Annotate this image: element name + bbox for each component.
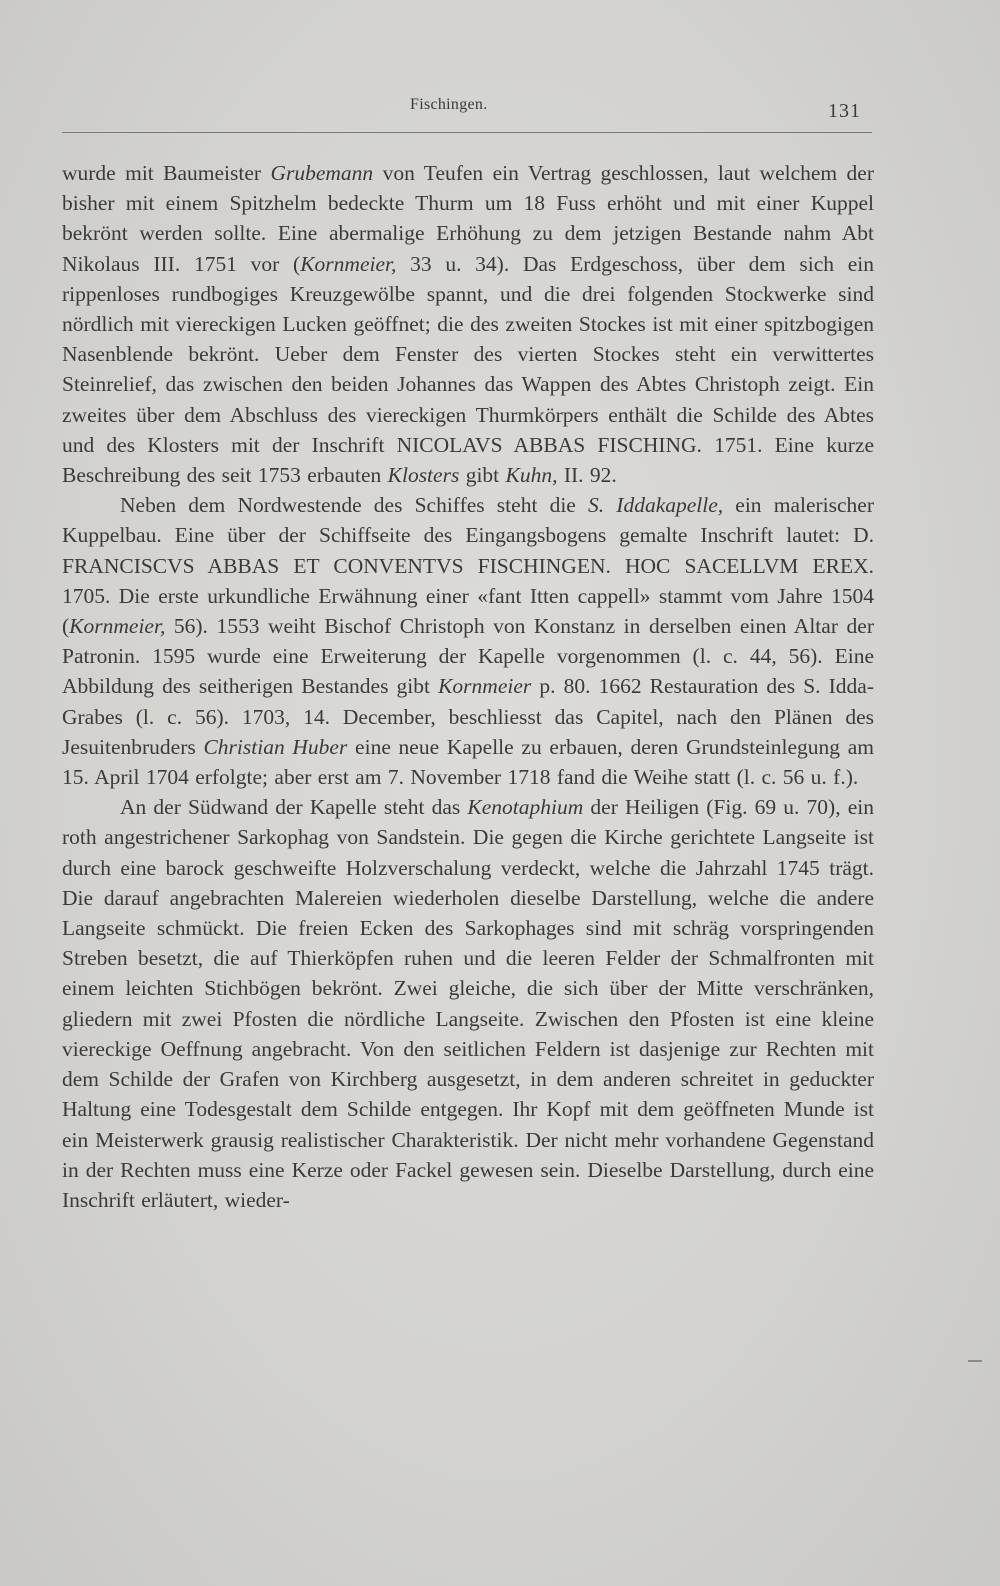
text-segment: eine neue Kapelle zu erbauen, deren Grundsteinlegung am 15. April 1704 erfolgte; aber erst am 7. November 1718 fand die Weihe statt (l. c. 56 u. f.). — [62, 734, 874, 790]
italic-segment: Christian Huber — [203, 734, 348, 759]
text-segment: p. 80. 1662 Restauration des S. Idda-Grabes (l. c. 56). 1703, 14. December, beschliesst das Capitel, nach den Plänen des Jesuitenbruders — [62, 674, 874, 759]
text-segment: An der Südwand der Kapelle steht das — [120, 795, 468, 820]
italic-segment: Kornmeier — [438, 674, 532, 699]
italic-segment: S. Iddakapelle, — [588, 493, 724, 518]
running-head-title: Fischingen. — [410, 96, 488, 113]
italic-segment: Grubemann — [270, 161, 374, 185]
italic-segment: Kornmeier, — [69, 614, 166, 639]
text-segment: gibt — [459, 463, 506, 488]
text-segment: wurde mit Baumeister — [62, 161, 271, 185]
paragraph — [62, 490, 874, 792]
text-segment: ein malerischer Kuppelbau. Eine über der Schiffseite des Eingangsbogens gemalte Inschrift lautet: D. FRANCISCVS ABBAS ET CONVENTVS FISCHINGEN. HOC SACELLVM EREX. 1705. Die erste urkundliche Erwähnung einer «fant Itten cappell» stammt vom Jahre 1504 ( — [62, 493, 874, 639]
italic-segment: Kuhn, — [505, 463, 558, 488]
body-text — [62, 158, 874, 1215]
paragraph — [62, 158, 874, 490]
running-head — [0, 96, 1000, 120]
margin-mark — [968, 1360, 982, 1362]
header-rule — [62, 132, 872, 133]
text-segment: 56). 1553 weiht Bischof Christoph von Konstanz in derselben einen Altar der Patronin. 1595 wurde eine Erweiterung der Kapelle vorgenommen (l. c. 44, 56). Eine Abbildung des seitherigen Bestandes gibt — [62, 614, 874, 699]
italic-segment: Klosters — [387, 463, 460, 488]
text-segment: von Teufen ein Vertrag geschlossen, laut welchem der bisher mit einem Spitzhelm bedeckte Thurm um 18 Fuss erhöht und mit einer Kuppel bekrönt werden sollte. Eine abermalige Erhöhung zu dem jetzigen Bestande nahm Abt Nikolaus III. 1751 vor ( — [62, 161, 874, 276]
italic-segment: Kenotaphium — [467, 795, 584, 820]
italic-segment: Kornmeier, — [300, 251, 397, 276]
text-segment: Neben dem Nordwestende des Schiffes steht die — [120, 493, 588, 518]
text-segment: 33 u. 34). Das Erdgeschoss, über dem sich ein rippenloses rundbogiges Kreuzgewölbe spannt, und die drei folgenden Stockwerke sind nördlich mit viereckigen Lucken geöffnet; die des zweiten Stockes ist mit einer spitzbogigen Nasenblende bekrönt. Ueber dem Fenster des vierten Stockes steht ein verwittertes Steinrelief, das zwischen den beiden Johannes das Wappen des Abtes Christoph zeigt. Ein zweites über dem Abschluss des viereckigen Thurmkörpers enthält die Schilde des Abtes und des Klosters mit der Inschrift NICOLAVS ABBAS FISCHING. 1751. Eine kurze Beschreibung des seit 1753 erbauten — [62, 251, 874, 488]
paragraph — [62, 792, 874, 1215]
text-segment: der Heiligen (Fig. 69 u. 70), ein roth angestrichener Sarkophag von Sandstein. Die gegen die Kirche gerichtete Langseite ist durch eine barock geschweifte Holzverschalung verdeckt, welche die Jahrzahl 1745 trägt. Die darauf angebrachten Malereien wiederholen dieselbe Darstellung, welche die andere Langseite schmückt. Die freien Ecken des Sarkophages sind mit schräg vorspringenden Streben besetzt, die auf Thierköpfen ruhen und die leeren Felder der Schmalfronten mit einem leichten Stichbögen bekrönt. Zwei gleiche, die sich über der Mitte verschränken, gliedern mit zwei Pfosten die nördliche Langseite. Zwischen den Pfosten ist eine kleine viereckige Oeffnung angebracht. Von den seitlichen Feldern ist dasjenige zur Rechten mit dem Schilde der Grafen von Kirchberg ausgesetzt, in dem anderen schreitet in geduckter Haltung eine Todesgestalt dem Schilde entgegen. Ihr Kopf mit dem geöffneten Munde ist ein Meisterwerk grausig realistischer Charakteristik. Der nicht mehr vorhandene Gegenstand in der Rechten muss eine Kerze oder Fackel gewesen sein. Dieselbe Darstellung, durch eine Inschrift erläutert, wieder- — [62, 795, 874, 1212]
text-segment: II. 92. — [557, 463, 617, 488]
page-number: 131 — [828, 100, 861, 122]
